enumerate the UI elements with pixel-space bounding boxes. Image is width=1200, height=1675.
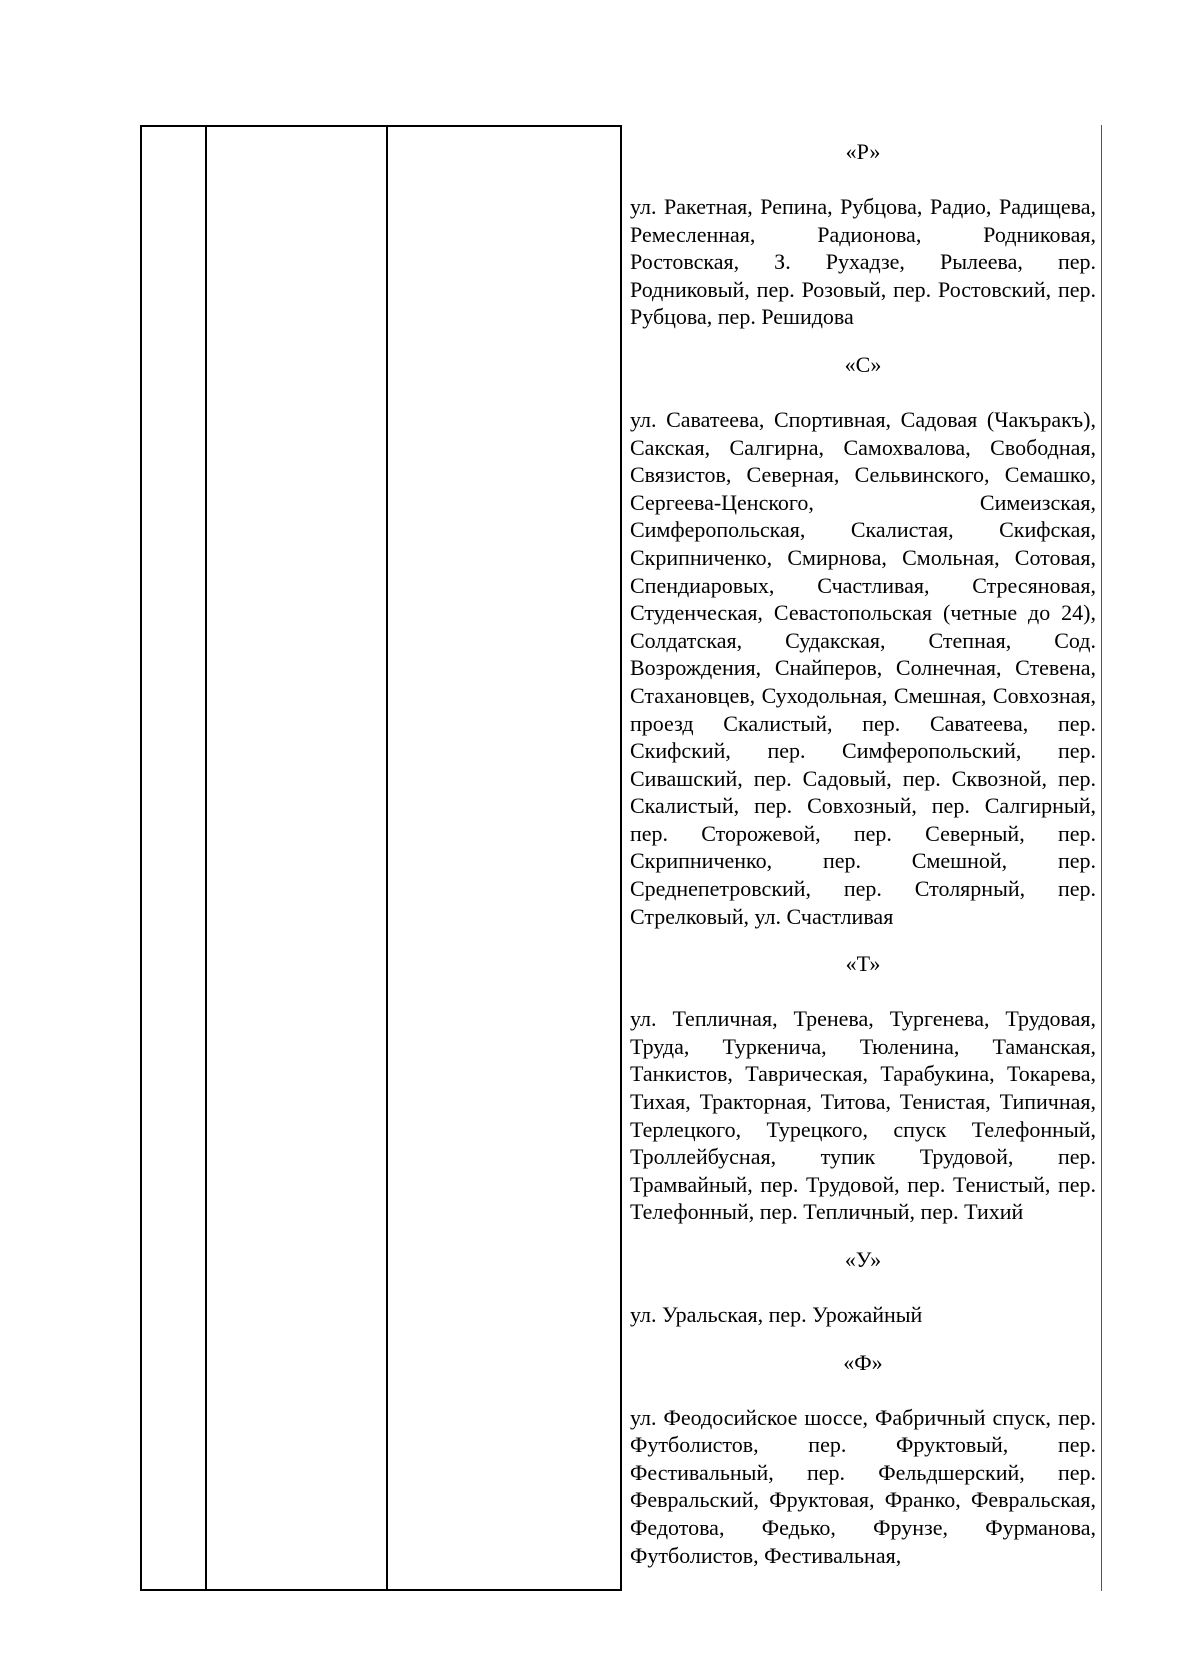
table-right-border (1101, 125, 1102, 1591)
section-letter-u: «У» (844, 1247, 882, 1272)
section-streets-s: ул. Саватеева, Спортивная, Садовая (Чакъракъ), Сакская, Салгирна, Самохвалова, Свободная, Связистов, Северная, Сельвинского, Семашко, Сергеева-Ценского, Симеизская, Симферопольская, Скалистая, Скифская, Скрипниченко, Смирнова, Смольная, Сотовая, Спендиаровых, Счастливая, Стресяновая, Студенческая, Севастопольская (четные до 24), Солдатская, Судакская, Степная, Сод. Возрождения, Снайперов, Солнечная, Стевена, Стахановцев, Суходольная, Смешная, Совхозная, проезд Скалистый, пер. Саватеева, пер. Скифский, пер. Симферопольский, пер. Сивашский, пер. Садовый, пер. Сквозной, пер. Скалистый, пер. Совхозный, пер. Салгирный, пер. Сторожевой, пер. Северный, пер. Скрипниченко, пер. Смешной, пер. Среднепетровский, пер. Столярный, пер. Стрелковый, ул. Счастливая (630, 406, 1096, 929)
section-letter-f: «Ф» (843, 1349, 883, 1375)
section-letter-t: «Т» (845, 951, 881, 977)
street-list-column (630, 130, 1096, 1569)
section-letter-r: «Р» (845, 139, 881, 164)
section-streets-t: ул. Тепличная, Тренева, Тургенева, Трудовая, Труда, Туркенича, Тюленина, Таманская, Танкистов, Таврическая, Тарабукина, Токарева, Тихая, Тракторная, Титова, Тенистая, Типичная, Терлецкого, Турецкого, спуск Телефонный, Троллейбусная, тупик Трудовой, пер. Трамвайный, пер. Трудовой, пер. Тенистый, пер. Телефонный, пер. Тепличный, пер. Тихий (630, 1006, 1096, 1225)
section-streets-f: ул. Феодосийское шоссе, Фабричный спуск, пер. Футболистов, пер. Фруктовый, пер. Фестивальный, пер. Фельдшерский, пер. Февральский, Фруктовая, Франко, Февральская, Федотова, Федько, Фрунзе, Фурманова, Футболистов, Фестивальная, (630, 1404, 1096, 1568)
table-column-3 (388, 125, 622, 1591)
section-streets-r: ул. Ракетная, Репина, Рубцова, Радио, Радищева, Ремесленная, Радионова, Родниковая, Ростовская, З. Рухадзе, Рылеева, пер. Родниковый, пер. Розовый, пер. Ростовский, пер. Рубцова, пер. Решидова (630, 194, 1096, 330)
table-column-1 (140, 125, 207, 1591)
section-letter-s: «С» (844, 351, 882, 377)
section-streets-u: ул. Уральская, пер. Урожайный (630, 1302, 923, 1327)
table-column-2 (207, 125, 388, 1591)
